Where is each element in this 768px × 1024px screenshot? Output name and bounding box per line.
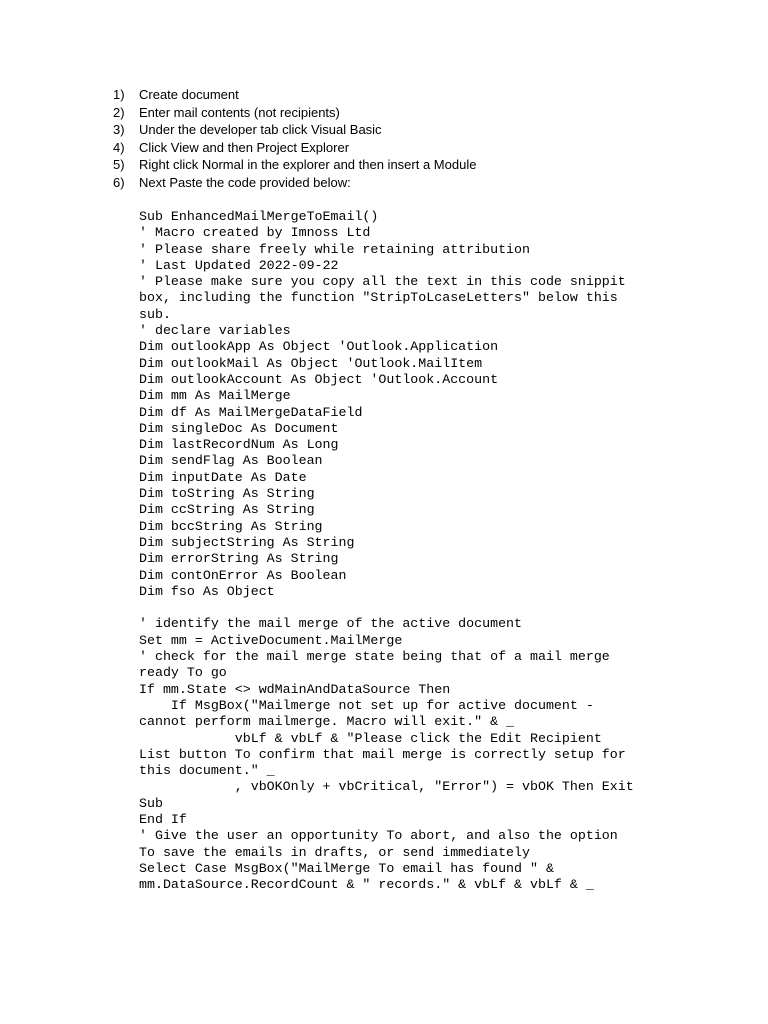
step-number: 4) xyxy=(113,139,125,155)
code-line: mm.DataSource.RecordCount & " records." & vbLf & vbLf & _ xyxy=(139,877,594,893)
step-text: Next Paste the code provided below: xyxy=(139,174,351,190)
instruction-step xyxy=(113,139,476,157)
code-line: If MsgBox("Mailmerge not set up for active document - xyxy=(139,697,594,713)
code-line: Select Case MsgBox("MailMerge To email has found " & xyxy=(139,860,554,876)
instruction-step xyxy=(113,174,476,192)
step-number: 6) xyxy=(113,174,125,190)
code-line: Dim contOnError As Boolean xyxy=(139,567,347,583)
code-line: Dim bccString As String xyxy=(139,518,323,534)
step-text: Enter mail contents (not recipients) xyxy=(139,104,340,120)
code-line: , vbOKOnly + vbCritical, "Error") = vbOK Then Exit xyxy=(139,779,634,795)
code-line: To save the emails in drafts, or send immediately xyxy=(139,844,530,860)
code-line: Dim outlookAccount As Object 'Outlook.Account xyxy=(139,371,499,387)
code-line: Dim ccString As String xyxy=(139,502,315,518)
code-line: ' declare variables xyxy=(139,323,291,339)
step-number: 2) xyxy=(113,104,125,120)
code-line: Dim outlookMail As Object 'Outlook.MailItem xyxy=(139,355,483,371)
code-line: sub. xyxy=(139,306,171,322)
code-line: Dim mm As MailMerge xyxy=(139,388,291,404)
code-line: Dim lastRecordNum As Long xyxy=(139,437,339,453)
step-text: Under the developer tab click Visual Basic xyxy=(139,122,382,138)
code-line: Dim sendFlag As Boolean xyxy=(139,453,323,469)
code-line: Dim errorString As String xyxy=(139,551,339,567)
code-line: End If xyxy=(139,811,187,827)
code-line: Sub xyxy=(139,795,163,811)
step-text: Click View and then Project Explorer xyxy=(139,139,350,155)
code-line: Dim fso As Object xyxy=(139,583,275,599)
step-text: Right click Normal in the explorer and then insert a Module xyxy=(139,157,477,173)
code-line: Set mm = ActiveDocument.MailMerge xyxy=(139,632,403,648)
code-line: Sub EnhancedMailMergeToEmail() xyxy=(139,209,379,224)
instruction-step xyxy=(113,104,476,122)
code-line: Dim inputDate As Date xyxy=(139,469,307,485)
code-block xyxy=(139,209,699,893)
code-line: Dim df As MailMergeDataField xyxy=(139,404,363,420)
code-line: cannot perform mailmerge. Macro will exit." & _ xyxy=(139,714,515,730)
code-line: vbLf & vbLf & "Please click the Edit Recipient xyxy=(139,730,602,746)
step-number: 3) xyxy=(113,122,125,138)
code-line: Dim subjectString As String xyxy=(139,534,355,550)
code-line: ready To go xyxy=(139,665,227,681)
code-line: List button To confirm that mail merge is correctly setup for xyxy=(139,746,626,762)
code-line: If mm.State <> wdMainAndDataSource Then xyxy=(139,681,451,697)
instruction-list xyxy=(113,86,476,192)
code-line: Dim outlookApp As Object 'Outlook.Application xyxy=(139,339,499,355)
code-line: ' Give the user an opportunity To abort, and also the option xyxy=(139,828,618,844)
code-line: box, including the function "StripToLcaseLetters" below this xyxy=(139,290,618,306)
step-number: 1) xyxy=(113,87,125,102)
code-line xyxy=(139,600,699,616)
code-line: Dim toString As String xyxy=(139,486,315,502)
code-line: ' Macro created by Imnoss Ltd xyxy=(139,225,371,241)
code-line: ' Last Updated 2022-09-22 xyxy=(139,257,339,273)
code-line: this document." _ xyxy=(139,763,275,779)
code-line: ' check for the mail merge state being that of a mail merge xyxy=(139,649,610,665)
code-line: Dim singleDoc As Document xyxy=(139,420,339,436)
code-line: ' identify the mail merge of the active document xyxy=(139,616,523,632)
instruction-step xyxy=(113,86,476,104)
code-line: ' Please share freely while retaining attribution xyxy=(139,241,530,257)
step-text: Create document xyxy=(139,87,239,102)
step-number: 5) xyxy=(113,157,125,173)
code-line: ' Please make sure you copy all the text in this code snippit xyxy=(139,274,626,290)
instruction-step xyxy=(113,156,476,174)
instruction-step xyxy=(113,121,476,139)
